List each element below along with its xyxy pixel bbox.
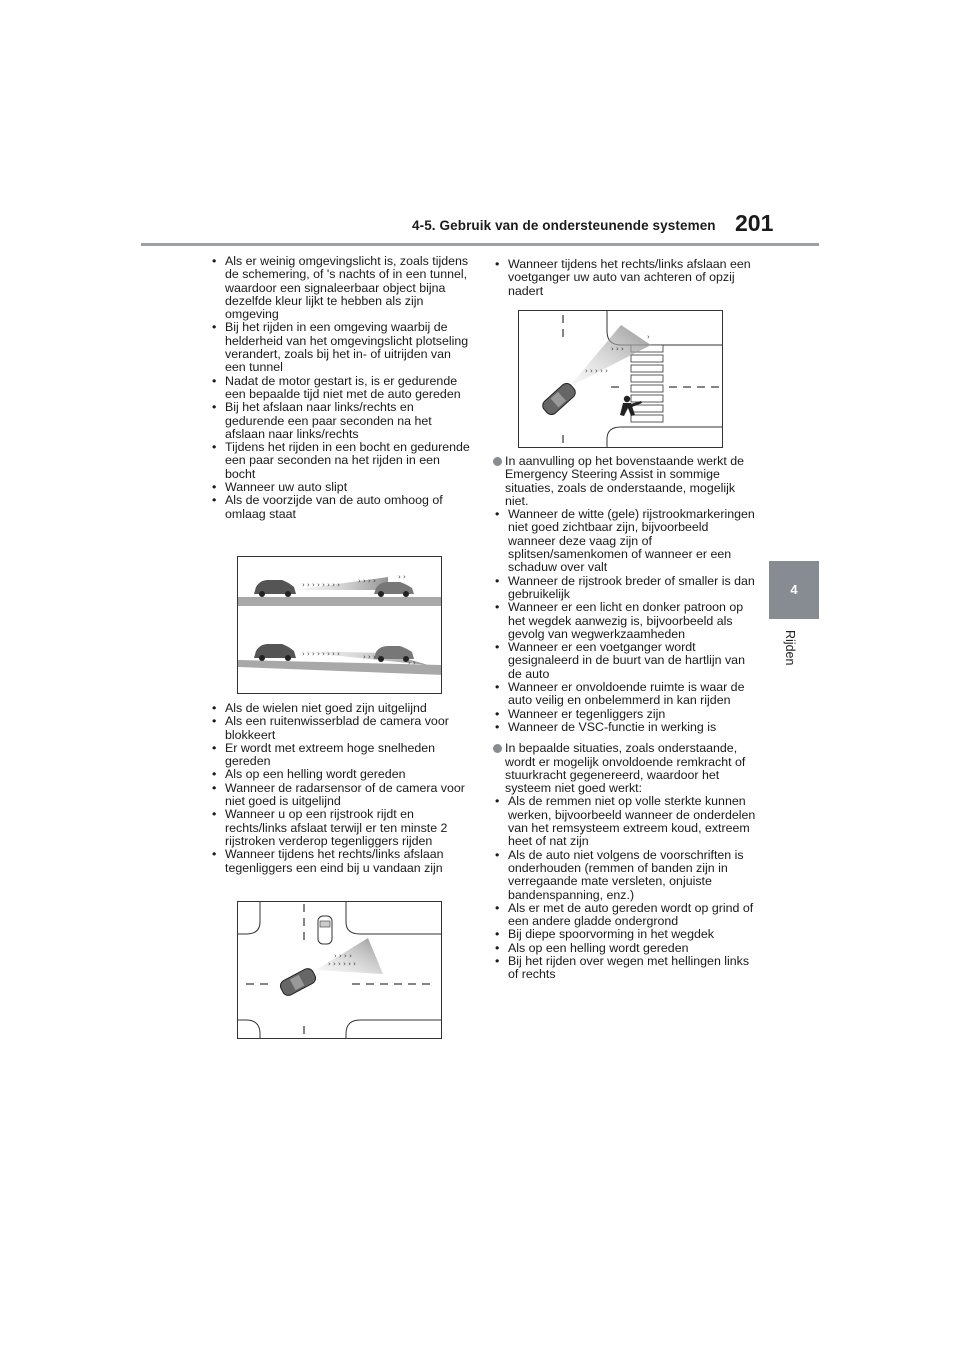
bullet-dot-icon <box>493 744 502 753</box>
list-item: • Bij het rijden in een omgeving waarbij de helderheid van het omgevingslicht plotseling verandert, zoals bij het in- of uitrijden van een tunnel <box>209 321 473 374</box>
figure-left-turn-oncoming <box>237 901 442 1039</box>
svg-text:› › › › › › › ›: › › › › › › › › <box>302 581 340 589</box>
list-item: • Als de remmen niet op volle sterkte kunnen werken, bijvoorbeeld wanneer de onderdelen van het remsysteem extreem koud, extreem heet of nat zijn <box>492 795 757 848</box>
page-number: 201 <box>735 210 774 236</box>
list-item: • Als de voorzijde van de auto omhoog of omlaag staat <box>209 494 473 521</box>
list-item: • Wanneer de witte (gele) rijstrookmarkeringen niet goed zichtbaar zijn, bijvoorbeeld wanneer deze vaag zijn of splitsen/samenkomen of wanneer er een schaduw over valt <box>492 508 757 574</box>
left-column-middle <box>209 702 473 875</box>
info-paragraph-2: In bepaalde situaties, zoals onderstaande, wordt er mogelijk onvoldoende remkracht of stuurkracht gegenereerd, waardoor het systeem niet goed werkt: <box>492 742 757 795</box>
list-item: • Als de auto niet volgens de voorschriften is onderhouden (remmen of banden zijn in verregaande mate versleten, onjuiste bandenspanning, enz.) <box>492 849 757 902</box>
info-paragraph-1: In aanvulling op het bovenstaande werkt de Emergency Steering Assist in sommige situaties, zoals de onderstaande, mogelijk niet. <box>492 455 757 508</box>
list-item: • Als er weinig omgevingslicht is, zoals tijdens de schemering, of 's nachts of in een tunnel, waardoor een signaleerbaar object bijna dezelfde kleur lijkt te hebben als zijn omgeving <box>209 255 473 321</box>
list-item: • Tijdens het rijden in een bocht en gedurende een paar seconden na het rijden in een bocht <box>209 441 473 481</box>
svg-text:› › ›: › › › <box>611 345 624 353</box>
section-title: 4-5. Gebruik van de ondersteunende systemen <box>412 218 716 233</box>
list-item: • Wanneer tijdens het rechts/links afslaan een voetganger uw auto van achteren of opzij nadert <box>492 258 757 298</box>
list-item: • Wanneer tijdens het rechts/links afslaan tegenliggers een eind bij u vandaan zijn <box>209 848 473 875</box>
list-item: • Als op een helling wordt gereden <box>209 768 473 781</box>
list-item: • Wanneer er tegenliggers zijn <box>492 708 757 721</box>
svg-text:› › › ›: › › › › <box>334 952 352 960</box>
chapter-label-text: Rijden <box>783 630 797 666</box>
list-item: • Als er met de auto gereden wordt op grind of een andere gladde ondergrond <box>492 902 757 929</box>
list-item: • Wanneer uw auto slipt <box>209 481 473 494</box>
list-item: • Wanneer de radarsensor of de camera voor niet goed is uitgelijnd <box>209 782 473 809</box>
chapter-number: 4 <box>790 582 798 597</box>
list-item: • Nadat de motor gestart is, is er gedurende een bepaalde tijd niet met de auto gereden <box>209 375 473 402</box>
svg-text:›: › <box>647 333 650 341</box>
chapter-label <box>783 630 807 710</box>
list-item: • Als op een helling wordt gereden <box>492 942 757 955</box>
list-item: • Wanneer er onvoldoende ruimte is waar de auto veilig en onbelemmerd in kan rijden <box>492 681 757 708</box>
figure-road-slope <box>237 556 442 694</box>
list-item: • Bij diepe spoorvorming in het wegdek <box>492 928 757 941</box>
svg-text:› ›: › › <box>398 573 406 581</box>
chapter-tab[interactable] <box>769 561 819 619</box>
bullet-dot-icon <box>493 457 502 466</box>
list-item: • Wanneer er een voetganger wordt gesignaleerd in de buurt van de hartlijn van de auto <box>492 641 757 681</box>
left-bullet-list-top <box>209 255 473 521</box>
list-item: • Er wordt met extreem hoge snelheden gereden <box>209 742 473 769</box>
svg-text:› › › ›: › › › › <box>363 653 381 661</box>
list-item: • Als een ruitenwisserblad de camera voor blokkeert <box>209 715 473 742</box>
right-bullet-list-para2 <box>492 795 757 981</box>
list-item: • Wanneer er een licht en donker patroon op het wegdek aanwezig is, bijvoorbeeld als gevolg van wegwerkzaamheden <box>492 601 757 641</box>
svg-text:› ›: › › <box>408 659 416 667</box>
list-item: • Wanneer u op een rijstrook rijdt en rechts/links afslaat terwijl er ten minste 2 rijstroken verderop tegenliggers rijden <box>209 808 473 848</box>
svg-text:› › › › › ›: › › › › › › <box>328 960 356 968</box>
right-column <box>492 258 757 298</box>
svg-text:› › › › ›: › › › › › <box>585 367 608 375</box>
figure-pedestrian-turn <box>518 310 723 448</box>
svg-text:› › › ›: › › › › <box>358 577 376 585</box>
right-column-lower <box>492 455 757 982</box>
left-column <box>209 255 473 521</box>
right-bullet-list-para1 <box>492 508 757 734</box>
list-item: • Bij het afslaan naar links/rechts en gedurende een paar seconden na het afslaan naar links/rechts <box>209 401 473 441</box>
right-bullet-list-top <box>492 258 757 298</box>
svg-text:› › › › › › › ›: › › › › › › › › <box>302 650 340 658</box>
left-bullet-list-middle <box>209 702 473 875</box>
list-item: • Bij het rijden over wegen met hellingen links of rechts <box>492 955 757 982</box>
list-item: • Wanneer de rijstrook breder of smaller is dan gebruikelijk <box>492 575 757 602</box>
list-item: • Wanneer de VSC-functie in werking is <box>492 721 757 734</box>
header-divider <box>141 243 819 246</box>
list-item: • Als de wielen niet goed zijn uitgelijnd <box>209 702 473 715</box>
